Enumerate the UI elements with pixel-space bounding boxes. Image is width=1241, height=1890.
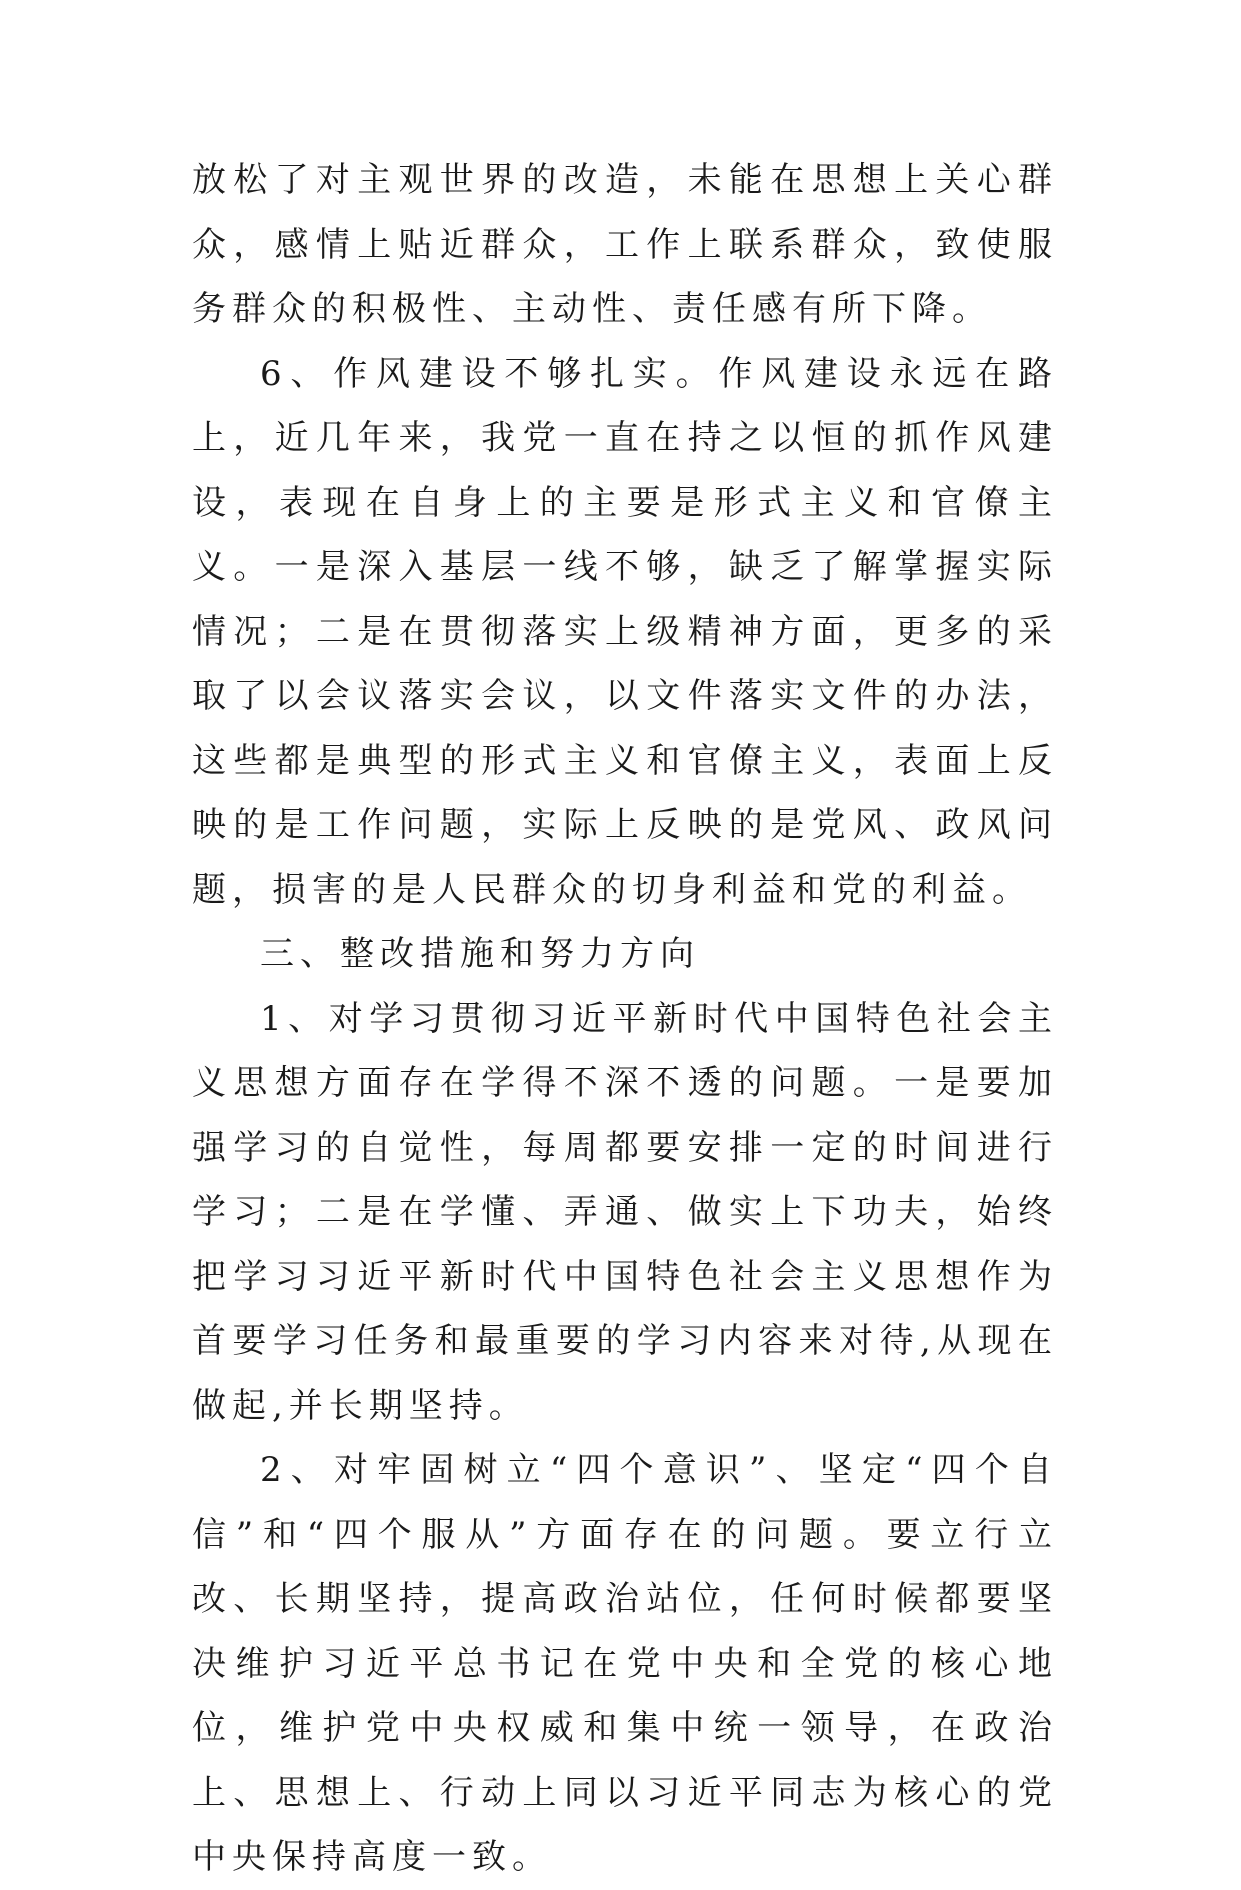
- paragraph-measure-1: 1、对学习贯彻习近平新时代中国特色社会主义思想方面存在学得不深不透的问题。一是要加强学习的自觉性，每周都要安排一定的时间进行学习；二是在学懂、弄通、做实上下功夫，始终把学习习近平新时代中国特色社会主义思想作为首要学习任务和最重要的学习内容来对待,从现在做起,并长期坚持。: [192, 998, 1058, 1426]
- section-heading-3: 三、整改措施和努力方向: [260, 934, 700, 974]
- paragraph-item-6: 6、作风建设不够扎实。作风建设永远在路上，近几年来，我党一直在持之以恒的抓作风建设，表现在自身上的主要是形式主义和官僚主义。一是深入基层一线不够，缺乏了解掌握实际情况；二是在贯彻落实上级精神方面，更多的采取了以会议落实会议，以文件落实文件的办法，这些都是典型的形式主义和官僚主义，表面上反映的是工作问题，实际上反映的是党风、政风问题，损害的是人民群众的切身利益和党的利益。: [192, 353, 1058, 910]
- document-body: [192, 148, 1058, 1890]
- paragraph-measure-2: 2、对牢固树立“四个意识”、坚定“四个自信”和“四个服从”方面存在的问题。要立行立改、长期坚持，提高政治站位，任何时候都要坚决维护习近平总书记在党中央和全党的核心地位，维护党中央权威和集中统一领导，在政治上、思想上、行动上同以习近平同志为核心的党中央保持高度一致。: [192, 1450, 1058, 1877]
- paragraph-continuation: 放松了对主观世界的改造，未能在思想上关心群众，感情上贴近群众，工作上联系群众，致使服务群众的积极性、主动性、责任感有所下降。: [192, 160, 1058, 329]
